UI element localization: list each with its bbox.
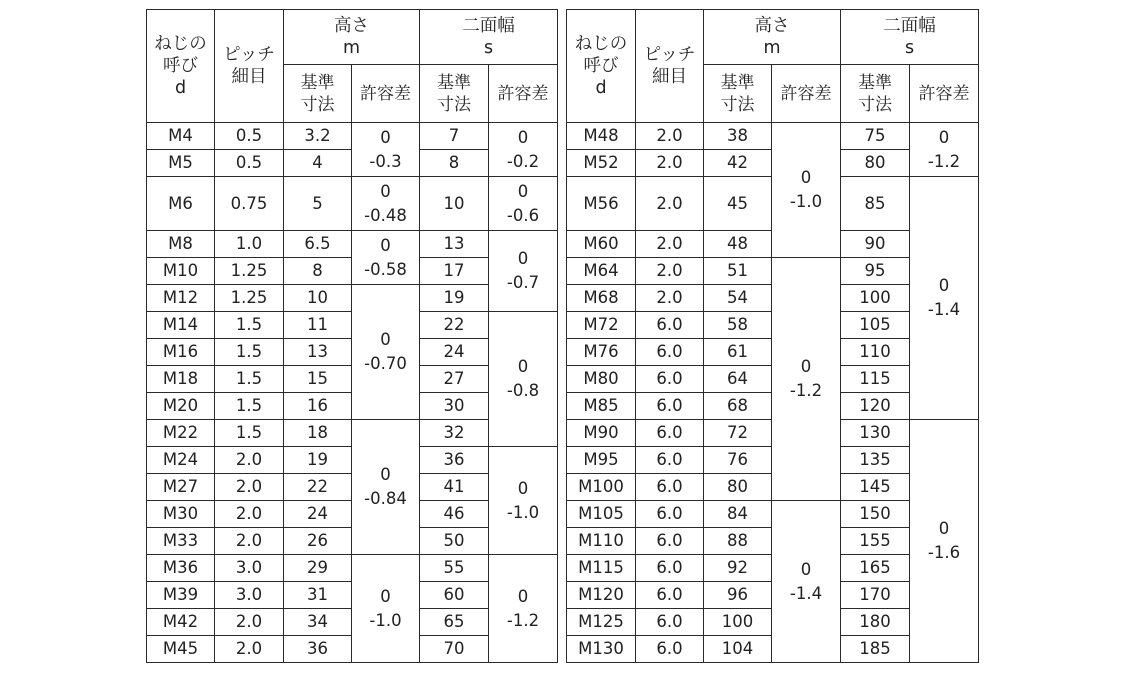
pitch-cell: 1.5 xyxy=(215,393,284,420)
pitch-cell: 2.0 xyxy=(215,609,284,636)
height-basic-cell: 8 xyxy=(284,258,352,285)
thread-size-cell: M16 xyxy=(147,339,215,366)
width-tolerance-cell: 0 -1.6 xyxy=(910,420,979,663)
pitch-cell: 3.0 xyxy=(215,555,284,582)
width-basic-cell: 50 xyxy=(420,528,489,555)
height-basic-cell: 10 xyxy=(284,285,352,312)
pitch-cell: 2.0 xyxy=(215,474,284,501)
height-basic-cell: 26 xyxy=(284,528,352,555)
height-basic-cell: 96 xyxy=(704,582,772,609)
height-basic-cell: 64 xyxy=(704,366,772,393)
height-basic-cell: 22 xyxy=(284,474,352,501)
height-tolerance-header: 許容差 xyxy=(352,65,420,123)
width-across-flats-header: 二面幅 s xyxy=(841,10,979,65)
height-basic-cell: 42 xyxy=(704,150,772,177)
pitch-cell: 6.0 xyxy=(636,636,704,663)
height-basic-cell: 31 xyxy=(284,582,352,609)
thread-size-cell: M18 xyxy=(147,366,215,393)
height-basic-cell: 16 xyxy=(284,393,352,420)
thread-size-cell: M68 xyxy=(567,285,636,312)
width-basic-cell: 80 xyxy=(841,150,910,177)
thread-size-cell: M27 xyxy=(147,474,215,501)
height-basic-cell: 24 xyxy=(284,501,352,528)
width-tolerance-cell: 0 -1.2 xyxy=(910,123,979,177)
height-tolerance-cell: 0 -0.3 xyxy=(352,123,420,177)
table-row xyxy=(147,555,558,582)
thread-size-cell: M36 xyxy=(147,555,215,582)
pitch-cell: 1.0 xyxy=(215,231,284,258)
width-basic-cell: 185 xyxy=(841,636,910,663)
height-tolerance-header: 許容差 xyxy=(772,65,841,123)
thread-size-cell: M125 xyxy=(567,609,636,636)
thread-size-cell: M60 xyxy=(567,231,636,258)
height-basic-cell: 4 xyxy=(284,150,352,177)
width-tolerance-cell: 0 -0.6 xyxy=(489,177,558,231)
thread-size-cell: M115 xyxy=(567,555,636,582)
pitch-cell: 1.25 xyxy=(215,258,284,285)
height-basic-cell: 51 xyxy=(704,258,772,285)
width-basic-cell: 22 xyxy=(420,312,489,339)
thread-size-cell: M6 xyxy=(147,177,215,231)
thread-size-cell: M30 xyxy=(147,501,215,528)
thread-size-cell: M45 xyxy=(147,636,215,663)
width-basic-cell: 41 xyxy=(420,474,489,501)
height-basic-size-header: 基準 寸法 xyxy=(284,65,352,123)
height-tolerance-cell: 0 -1.0 xyxy=(772,123,841,258)
width-basic-cell: 19 xyxy=(420,285,489,312)
height-tolerance-cell: 0 -1.4 xyxy=(772,501,841,663)
height-tolerance-cell: 0 -0.48 xyxy=(352,177,420,231)
width-basic-cell: 100 xyxy=(841,285,910,312)
height-header: 高さ m xyxy=(704,10,841,65)
height-basic-cell: 54 xyxy=(704,285,772,312)
height-tolerance-cell: 0 -0.70 xyxy=(352,285,420,420)
pitch-cell: 2.0 xyxy=(636,285,704,312)
height-basic-cell: 76 xyxy=(704,447,772,474)
width-basic-cell: 13 xyxy=(420,231,489,258)
thread-size-cell: M56 xyxy=(567,177,636,231)
width-basic-cell: 7 xyxy=(420,123,489,150)
height-basic-cell: 6.5 xyxy=(284,231,352,258)
thread-size-cell: M76 xyxy=(567,339,636,366)
width-basic-cell: 135 xyxy=(841,447,910,474)
height-basic-cell: 29 xyxy=(284,555,352,582)
pitch-header: ピッチ 細目 xyxy=(636,10,704,123)
pitch-cell: 1.5 xyxy=(215,420,284,447)
height-basic-cell: 58 xyxy=(704,312,772,339)
width-tolerance-header: 許容差 xyxy=(489,65,558,123)
height-basic-cell: 36 xyxy=(284,636,352,663)
nut-dimension-table-left xyxy=(146,9,558,663)
width-basic-cell: 155 xyxy=(841,528,910,555)
height-tolerance-cell: 0 -0.84 xyxy=(352,420,420,555)
pitch-header: ピッチ 細目 xyxy=(215,10,284,123)
thread-size-cell: M42 xyxy=(147,609,215,636)
thread-size-cell: M8 xyxy=(147,231,215,258)
height-basic-cell: 15 xyxy=(284,366,352,393)
height-basic-cell: 45 xyxy=(704,177,772,231)
thread-size-cell: M33 xyxy=(147,528,215,555)
pitch-cell: 2.0 xyxy=(636,258,704,285)
thread-size-cell: M5 xyxy=(147,150,215,177)
height-basic-cell: 18 xyxy=(284,420,352,447)
width-basic-cell: 46 xyxy=(420,501,489,528)
width-across-flats-header: 二面幅 s xyxy=(420,10,558,65)
height-basic-cell: 48 xyxy=(704,231,772,258)
table-row xyxy=(147,123,558,150)
pitch-cell: 6.0 xyxy=(636,555,704,582)
table-row xyxy=(147,177,558,231)
width-basic-cell: 75 xyxy=(841,123,910,150)
width-basic-cell: 10 xyxy=(420,177,489,231)
pitch-cell: 6.0 xyxy=(636,609,704,636)
width-tolerance-cell: 0 -0.7 xyxy=(489,231,558,312)
thread-size-cell: M95 xyxy=(567,447,636,474)
pitch-cell: 6.0 xyxy=(636,528,704,555)
width-basic-cell: 24 xyxy=(420,339,489,366)
height-basic-cell: 88 xyxy=(704,528,772,555)
width-tolerance-cell: 0 -1.2 xyxy=(489,555,558,663)
pitch-cell: 1.25 xyxy=(215,285,284,312)
thread-size-cell: M14 xyxy=(147,312,215,339)
pitch-cell: 6.0 xyxy=(636,474,704,501)
width-basic-cell: 36 xyxy=(420,447,489,474)
pitch-cell: 6.0 xyxy=(636,420,704,447)
pitch-cell: 3.0 xyxy=(215,582,284,609)
width-basic-cell: 165 xyxy=(841,555,910,582)
thread-size-cell: M39 xyxy=(147,582,215,609)
thread-size-cell: M72 xyxy=(567,312,636,339)
pitch-cell: 6.0 xyxy=(636,501,704,528)
thread-size-cell: M48 xyxy=(567,123,636,150)
height-basic-cell: 84 xyxy=(704,501,772,528)
pitch-cell: 2.0 xyxy=(215,447,284,474)
thread-size-cell: M52 xyxy=(567,150,636,177)
height-basic-cell: 104 xyxy=(704,636,772,663)
pitch-cell: 1.5 xyxy=(215,339,284,366)
height-tolerance-cell: 0 -0.58 xyxy=(352,231,420,285)
width-basic-cell: 55 xyxy=(420,555,489,582)
width-tolerance-cell: 0 -1.0 xyxy=(489,447,558,555)
width-basic-cell: 180 xyxy=(841,609,910,636)
pitch-cell: 6.0 xyxy=(636,339,704,366)
pitch-cell: 0.5 xyxy=(215,150,284,177)
height-basic-cell: 80 xyxy=(704,474,772,501)
height-basic-cell: 3.2 xyxy=(284,123,352,150)
height-tolerance-cell: 0 -1.0 xyxy=(352,555,420,663)
pitch-cell: 6.0 xyxy=(636,447,704,474)
pitch-cell: 6.0 xyxy=(636,393,704,420)
height-basic-cell: 19 xyxy=(284,447,352,474)
pitch-cell: 1.5 xyxy=(215,312,284,339)
width-basic-size-header: 基準 寸法 xyxy=(841,65,910,123)
height-basic-cell: 13 xyxy=(284,339,352,366)
thread-size-cell: M100 xyxy=(567,474,636,501)
width-tolerance-cell: 0 -0.2 xyxy=(489,123,558,177)
width-basic-cell: 105 xyxy=(841,312,910,339)
height-basic-cell: 34 xyxy=(284,609,352,636)
width-basic-cell: 145 xyxy=(841,474,910,501)
thread-size-header: ねじの 呼び d xyxy=(147,10,215,123)
thread-size-header: ねじの 呼び d xyxy=(567,10,636,123)
thread-size-cell: M24 xyxy=(147,447,215,474)
width-basic-cell: 85 xyxy=(841,177,910,231)
thread-size-cell: M12 xyxy=(147,285,215,312)
width-basic-size-header: 基準 寸法 xyxy=(420,65,489,123)
thread-size-cell: M4 xyxy=(147,123,215,150)
height-basic-cell: 11 xyxy=(284,312,352,339)
height-basic-cell: 100 xyxy=(704,609,772,636)
thread-size-cell: M130 xyxy=(567,636,636,663)
width-basic-cell: 8 xyxy=(420,150,489,177)
width-basic-cell: 150 xyxy=(841,501,910,528)
thread-size-cell: M10 xyxy=(147,258,215,285)
width-tolerance-cell: 0 -1.4 xyxy=(910,177,979,420)
thread-size-cell: M105 xyxy=(567,501,636,528)
height-basic-cell: 5 xyxy=(284,177,352,231)
width-basic-cell: 130 xyxy=(841,420,910,447)
height-header: 高さ m xyxy=(284,10,420,65)
thread-size-cell: M110 xyxy=(567,528,636,555)
thread-size-cell: M64 xyxy=(567,258,636,285)
width-basic-cell: 70 xyxy=(420,636,489,663)
height-basic-cell: 61 xyxy=(704,339,772,366)
width-basic-cell: 95 xyxy=(841,258,910,285)
pitch-cell: 6.0 xyxy=(636,366,704,393)
width-basic-cell: 115 xyxy=(841,366,910,393)
height-basic-size-header: 基準 寸法 xyxy=(704,65,772,123)
height-basic-cell: 72 xyxy=(704,420,772,447)
thread-size-cell: M85 xyxy=(567,393,636,420)
pitch-cell: 1.5 xyxy=(215,366,284,393)
width-tolerance-header: 許容差 xyxy=(910,65,979,123)
nut-dimension-table-right xyxy=(566,9,979,663)
width-tolerance-cell: 0 -0.8 xyxy=(489,312,558,447)
width-basic-cell: 27 xyxy=(420,366,489,393)
pitch-cell: 6.0 xyxy=(636,582,704,609)
width-basic-cell: 30 xyxy=(420,393,489,420)
width-basic-cell: 90 xyxy=(841,231,910,258)
pitch-cell: 2.0 xyxy=(215,501,284,528)
table-row xyxy=(147,231,558,258)
thread-size-cell: M80 xyxy=(567,366,636,393)
width-basic-cell: 60 xyxy=(420,582,489,609)
pitch-cell: 2.0 xyxy=(636,150,704,177)
thread-size-cell: M20 xyxy=(147,393,215,420)
height-basic-cell: 92 xyxy=(704,555,772,582)
pitch-cell: 6.0 xyxy=(636,312,704,339)
height-basic-cell: 38 xyxy=(704,123,772,150)
pitch-cell: 2.0 xyxy=(636,231,704,258)
table-row xyxy=(567,123,979,150)
pitch-cell: 2.0 xyxy=(215,528,284,555)
width-basic-cell: 170 xyxy=(841,582,910,609)
width-basic-cell: 110 xyxy=(841,339,910,366)
pitch-cell: 0.5 xyxy=(215,123,284,150)
width-basic-cell: 120 xyxy=(841,393,910,420)
thread-size-cell: M120 xyxy=(567,582,636,609)
width-basic-cell: 32 xyxy=(420,420,489,447)
width-basic-cell: 17 xyxy=(420,258,489,285)
height-basic-cell: 68 xyxy=(704,393,772,420)
thread-size-cell: M22 xyxy=(147,420,215,447)
pitch-cell: 2.0 xyxy=(215,636,284,663)
width-basic-cell: 65 xyxy=(420,609,489,636)
pitch-cell: 2.0 xyxy=(636,123,704,150)
thread-size-cell: M90 xyxy=(567,420,636,447)
height-tolerance-cell: 0 -1.2 xyxy=(772,258,841,501)
pitch-cell: 2.0 xyxy=(636,177,704,231)
pitch-cell: 0.75 xyxy=(215,177,284,231)
